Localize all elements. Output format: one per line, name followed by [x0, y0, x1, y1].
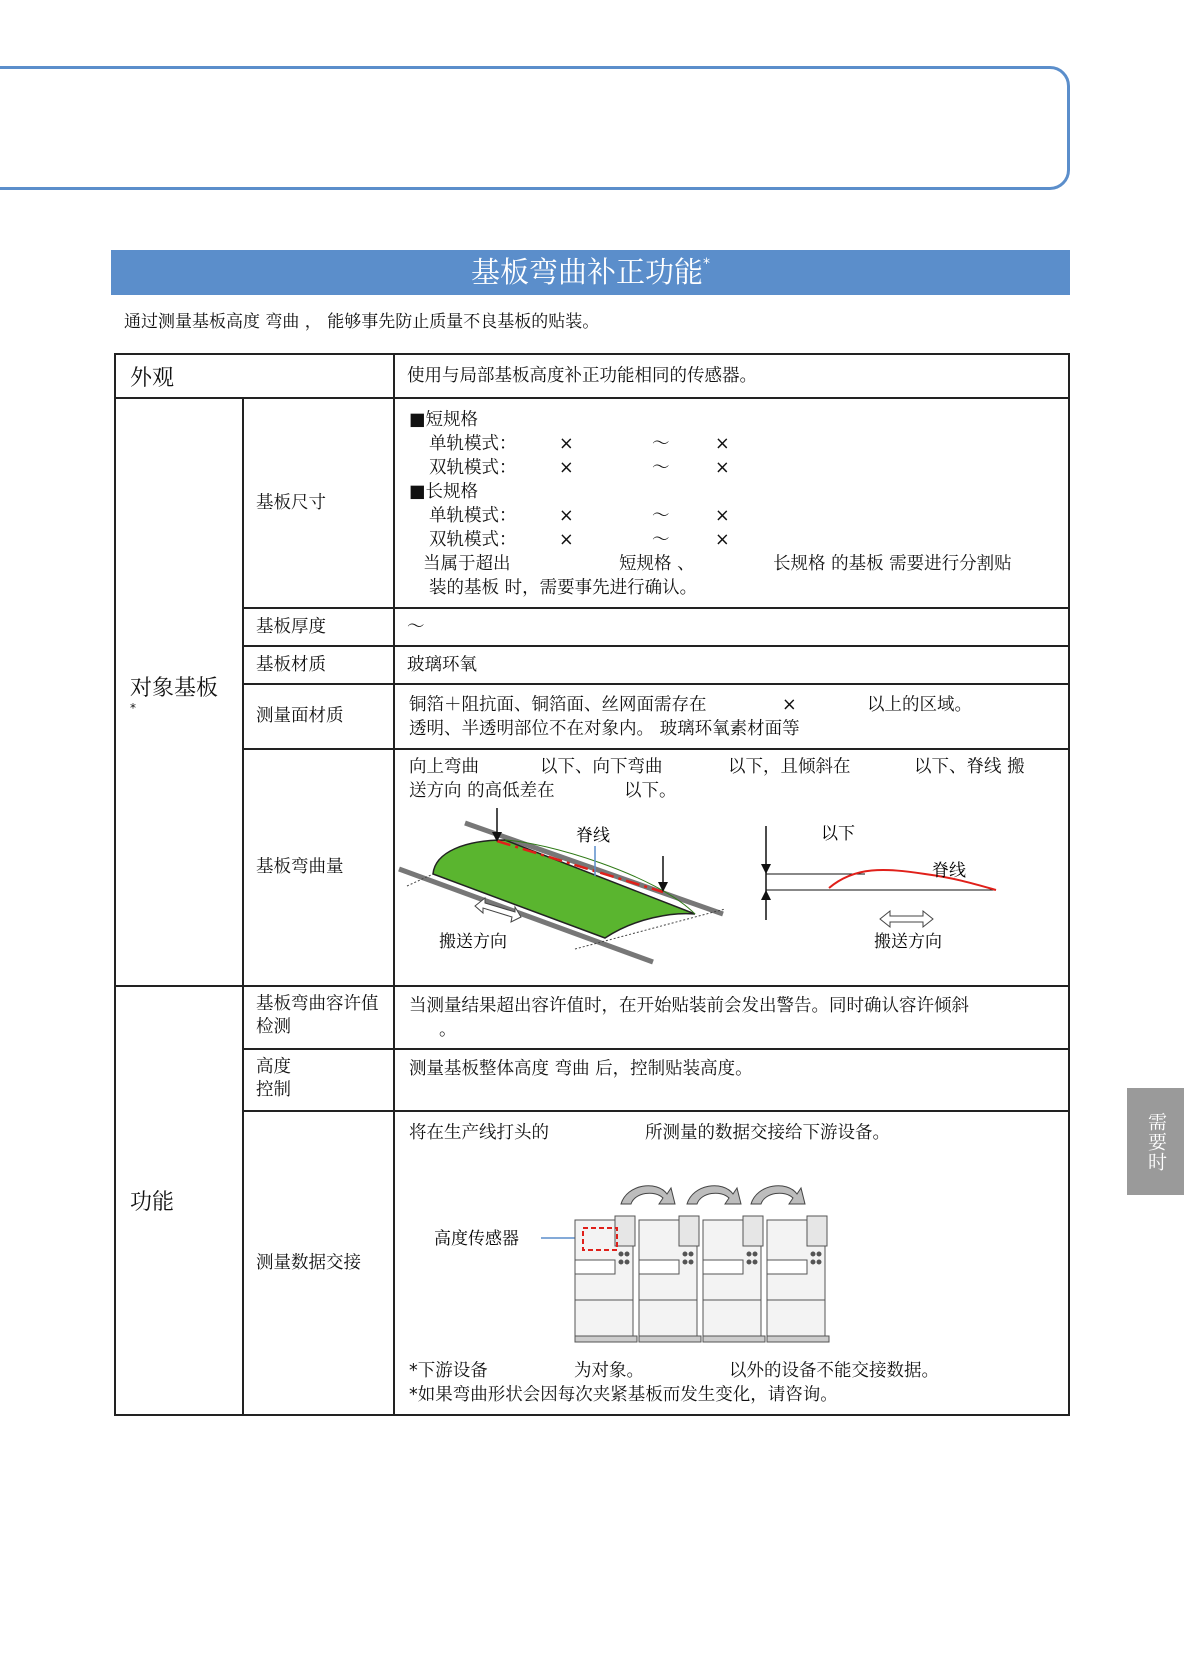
- machine-3: [703, 1216, 765, 1342]
- short-single-tilde: ～: [652, 434, 670, 454]
- surface-line1-a: 铜箔＋阻抗面、铜箔面、丝网面需存在: [409, 695, 707, 715]
- ridge-label-right: 脊线: [932, 861, 967, 881]
- machine-2: [639, 1216, 701, 1342]
- thickness-label: 基板厚度: [243, 608, 394, 646]
- data-exchange-value: [394, 1111, 1069, 1415]
- material-label: 基板材质: [243, 646, 394, 684]
- long-dual-tilde: ～: [652, 530, 670, 550]
- section-title-banner: [111, 250, 1070, 295]
- height-control-label-1: 高度: [256, 1057, 291, 1078]
- height-control-value: 测量基板整体高度 弯曲 后，控制贴装高度。: [394, 1049, 1069, 1111]
- long-dual-label: 双轨模式：: [429, 530, 517, 550]
- surface-line2: 透明、半透明部位不在对象内。 玻璃环氧素材面等: [409, 719, 800, 739]
- long-dual-x2: ×: [715, 530, 730, 550]
- exchange-note1-b: 为对象。: [574, 1361, 645, 1382]
- machine-line-diagram: [395, 1150, 1045, 1354]
- below-label: 以下: [821, 824, 856, 844]
- row-bend: [115, 749, 1069, 986]
- machine-1: [575, 1216, 637, 1342]
- data-exchange-label: 测量数据交接: [243, 1111, 394, 1415]
- tolerance-check-value: [394, 986, 1069, 1049]
- appearance-label: 外观: [115, 354, 394, 398]
- short-spec-heading: ■短规格: [409, 410, 479, 430]
- bend-line2-b: 以下。: [624, 781, 677, 801]
- material-value: 玻璃环氧: [394, 646, 1069, 684]
- target-board-cell: [115, 398, 243, 986]
- exchange-note1-a: *下游设备: [409, 1361, 488, 1382]
- size-note-b: 短规格 、: [619, 554, 695, 574]
- bend-value: [394, 749, 1069, 986]
- short-dual-label: 双轨模式：: [429, 458, 517, 478]
- height-control-label-2: 控制: [256, 1080, 291, 1100]
- tolerance-check-label-text: 基板弯曲容许值检测: [256, 994, 379, 1037]
- short-single-x2: ×: [715, 434, 730, 454]
- size-note-c: 长规格 的基板 需要进行分割贴: [773, 554, 1012, 574]
- bend-diagram: [395, 804, 1068, 982]
- tolerance-check-label: [243, 986, 394, 1049]
- row-thickness: [115, 608, 1069, 646]
- title-footnote-mark: *: [703, 256, 710, 272]
- header-frame: [0, 66, 1070, 190]
- appearance-value: 使用与局部基板高度补正功能相同的传感器。: [394, 354, 1069, 398]
- long-single-label: 单轨模式：: [429, 506, 517, 526]
- row-surface: [115, 684, 1069, 749]
- surface-line1-b: ×: [782, 695, 797, 715]
- intro-text: 通过测量基板高度 弯曲 ， 能够事先防止质量不良基板的贴装。: [124, 312, 600, 332]
- ridge-label: 脊线: [576, 826, 611, 846]
- section-title: 基板弯曲补正功能: [470, 255, 703, 289]
- transport-arrow-right: [880, 911, 933, 927]
- bend-line1-a: 向上弯曲: [409, 757, 480, 777]
- long-spec-heading: ■长规格: [409, 482, 479, 502]
- exchange-line1-a: 将在生产线打头的: [409, 1123, 550, 1144]
- bend-line1-d: 以下、脊线 搬: [914, 757, 1025, 777]
- target-board-mark: *: [130, 700, 136, 715]
- short-dual-x2: ×: [715, 458, 730, 478]
- surface-value: [394, 684, 1069, 749]
- row-data-exchange: [115, 1111, 1069, 1415]
- side-tab: 需要时: [1127, 1088, 1184, 1195]
- ridge-profile-curve: [829, 870, 996, 890]
- surface-label: 测量面材质: [243, 684, 394, 749]
- tolerance-check-text: 当测量结果超出容许值时，在开始贴装前会发出警告。同时确认容许倾斜: [409, 996, 970, 1016]
- bend-label: 基板弯曲量: [243, 749, 394, 986]
- size-note-d: 装的基板 时，需要事先进行确认。: [429, 578, 698, 598]
- bend-line2-a: 送方向 的高低差在: [409, 781, 555, 801]
- long-single-x2: ×: [715, 506, 730, 526]
- target-board-label: 对象基板: [130, 675, 219, 701]
- size-note-a: 当属于超出: [423, 554, 511, 574]
- long-dual-x1: ×: [559, 530, 574, 550]
- row-board-size: [115, 398, 1069, 608]
- short-dual-x1: ×: [559, 458, 574, 478]
- short-single-x1: ×: [559, 434, 574, 454]
- tolerance-check-text2: 。: [439, 1019, 457, 1040]
- transport-label-right: 搬送方向: [874, 932, 943, 952]
- transfer-arrow-2: [687, 1186, 741, 1204]
- transport-label-left: 搬送方向: [439, 932, 508, 952]
- bend-line1-c: 以下，且倾斜在: [728, 757, 851, 777]
- exchange-note1-c: 以外的设备不能交接数据。: [729, 1361, 940, 1382]
- row-appearance: [115, 354, 1069, 398]
- transfer-arrow-1: [621, 1186, 675, 1204]
- machine-4: [767, 1216, 829, 1342]
- exchange-note2: *如果弯曲形状会因每次夹紧基板而发生变化，请咨询。: [409, 1385, 838, 1406]
- spec-table: [114, 353, 1070, 1416]
- long-single-tilde: ～: [652, 506, 670, 526]
- short-single-label: 单轨模式：: [429, 434, 517, 454]
- bend-line1-b: 以下、向下弯曲: [540, 757, 663, 777]
- surface-line1-c: 以上的区域。: [867, 695, 973, 715]
- transfer-arrow-3: [751, 1186, 805, 1204]
- short-dual-tilde: ～: [652, 458, 670, 478]
- long-single-x1: ×: [559, 506, 574, 526]
- board-size-value: [394, 398, 1069, 608]
- function-label: 功能: [115, 986, 243, 1415]
- row-height-control: [115, 1049, 1069, 1111]
- row-tolerance-check: [115, 986, 1069, 1049]
- thickness-value: ～: [394, 608, 1069, 646]
- exchange-line1-b: 所测量的数据交接给下游设备。: [645, 1123, 891, 1144]
- row-material: [115, 646, 1069, 684]
- height-sensor-label: 高度传感器: [434, 1229, 520, 1250]
- height-control-label: [243, 1049, 394, 1111]
- board-size-label: 基板尺寸: [243, 398, 394, 608]
